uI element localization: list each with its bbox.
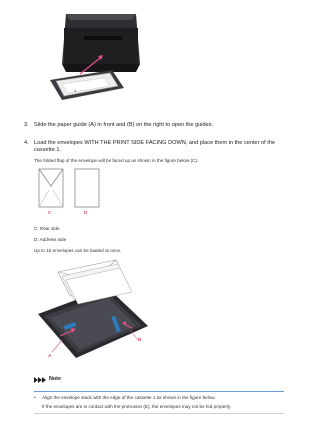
step-number: 4. [24, 140, 29, 146]
note-divider [34, 391, 284, 392]
note-bullet-text: Align the envelope stack with the edge of the cassette 1 as shown in the figure below. [42, 395, 216, 400]
note-bullet [34, 395, 284, 401]
bullet-icon: • [34, 395, 36, 400]
envelope-caption: The folded flap of the envelope will be faced up as shown in the figure below (C). [34, 158, 199, 163]
step-4 [24, 140, 292, 154]
envelope-address-illustration [74, 168, 100, 208]
step-text: Load the envelopes WITH THE PRINT SIDE FACING DOWN, and place them in the center of the cassette 1. [34, 140, 276, 154]
svg-text:1: 1 [74, 88, 77, 93]
note-icon [34, 370, 46, 388]
step-number: 3. [24, 122, 29, 128]
capacity-text: Up to 10 envelopes can be loaded at once. [34, 248, 122, 253]
note-bottom-divider [34, 413, 284, 414]
rear-side-label: C: Rear side [34, 226, 60, 231]
cassette-illustration [30, 258, 156, 366]
envelope-rear-illustration [38, 168, 64, 208]
note-section [34, 370, 284, 414]
envelope-label-c: C [48, 210, 52, 215]
envelope-label-d: D [84, 210, 88, 215]
address-side-label: D: Address side [34, 237, 67, 242]
note-continuation: If the envelopes are in contact with the protrusion (E), the envelopes may not be fed properly. [42, 404, 232, 409]
note-header [34, 370, 284, 388]
figure-label-a: A [48, 354, 52, 359]
step-text: Slide the paper guide (A) in front and (B) on the right to open the guides. [34, 122, 214, 128]
step-3 [24, 122, 292, 129]
note-title: Note [49, 376, 61, 382]
figure-label-b: B [138, 338, 142, 343]
printer-illustration [40, 6, 150, 108]
